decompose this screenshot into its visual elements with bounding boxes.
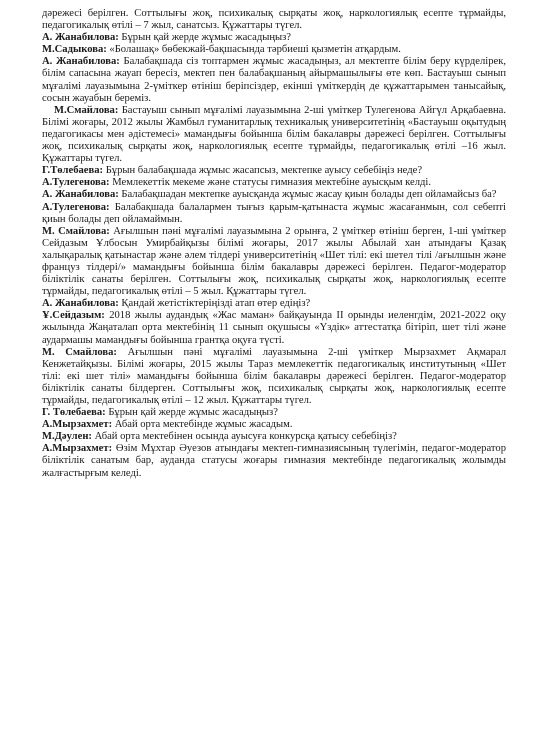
paragraph-13	[42, 347, 506, 407]
paragraph-14	[42, 407, 506, 419]
speaker-name: М. Смайлова:	[42, 225, 110, 237]
paragraph-1	[42, 8, 506, 32]
paragraph-text: Бұрын қай жерде жұмыс жасадыңыз?	[105, 407, 278, 419]
speaker-name: А. Жанабилова:	[42, 56, 120, 68]
paragraph-text: Мемлекеттік мекеме және статусы гимназия мектебіне ауысқым келді.	[109, 177, 432, 189]
paragraph-15	[42, 419, 506, 431]
paragraph-2	[42, 32, 506, 44]
paragraph-16	[42, 431, 506, 443]
paragraph-text: Абай орта мектебінде жұмыс жасадым.	[112, 419, 293, 431]
paragraph-text: Бұрын қай жерде жұмыс жасадыңыз?	[118, 32, 292, 44]
speaker-name: А.Тулегенова:	[42, 177, 110, 189]
paragraph-3	[42, 44, 506, 56]
paragraph-text: Қандай жетістіктеріңізді атап өтер едіңіз?	[118, 298, 311, 310]
paragraph-text: Балабақшада сіз топтармен жұмыс жасадыңыз, ал мектепте білім беру күрделірек, білім сапасына жауап бересіз, мектеп пен балабақшаның айырмашылығы өте көп. Бастауыш сынып мұғалімі лауазымына 2-үміткер өтініш беріпсіздер, екінші үміткердің де құжаттарымен танысайық, сосын жауабын береміз.	[42, 56, 506, 104]
paragraph-4	[42, 56, 506, 104]
paragraph-10	[42, 226, 506, 299]
speaker-name: А.Мырзахмет:	[42, 443, 113, 455]
speaker-name: А. Жанабилова:	[42, 32, 119, 44]
speaker-name: А. Жанабилова:	[42, 298, 119, 310]
speaker-name: Ұ.Сейдазым:	[42, 310, 105, 322]
speaker-name: М.Дәулен:	[42, 431, 92, 443]
speaker-name: А.Мырзахмет:	[42, 419, 113, 431]
speaker-name: М.Смайлова:	[54, 104, 119, 116]
paragraph-text: Ағылшын пәні мұғалімі лауазымына 2 орынға, 2 үміткер өтініш берген, 1-ші үміткер Сейдазым Ұлбосын Умирбайқызы білімі жоғары, 2017 жылы Абылай хан атындағы Қазақ халықаралық қатынастар және әлем тілдері университетінің «Шет тілі: екі шетел тілі /ағылшын және француз тілдері/» мамандығы бойынша білім бакалавры дәрежесі берілген. Педагог-модератор біліктілік санаты берілген. Соттылығы жоқ, психикалық сырқаты жоқ, наркологиялық есепте тұрмайды, педагогикалық өтілі – 5 жыл. Құжаттары түгел.	[42, 225, 507, 298]
paragraph-text: Балабақшадан мектепке ауысқанда жұмыс жасау қиын болады деп ойламайсыз ба?	[118, 189, 497, 201]
speaker-name: Г. Төлебаева:	[42, 407, 106, 419]
paragraph-7	[42, 177, 506, 189]
paragraph-8	[42, 189, 506, 201]
speaker-name: А.Тулегенова:	[42, 201, 110, 213]
paragraph-text: 2018 жылы аудандық «Жас маман» байқауында II орынды иеленгдім, 2021-2022 оқу жылында Жаңаталап орта мектебінің 11 сынып оқушысы «Үздік» аттестатқа бітіріп, шет тілі және аудармашы мамандығы бойынша грантқа оқуға түсті.	[42, 310, 506, 346]
paragraph-text: Балабақшада балалармен тығыз қарым-қатынаста жұмыс жасағанмын, сол себепті қиын болады деп ойламаймын.	[42, 201, 506, 225]
paragraph-5	[42, 105, 506, 165]
paragraph-text: Бастауыш сынып мұғалімі лауазымына 2-ші үміткер Тулегенова Айгүл Арқабаевна. Білімі жоғары, 2012 жылы Жамбыл гуманитарлық техникалық университетінің «Бастауыш оқытудың педагогикасы мен әдістемесі» мамандығы бойынша білім бакалавры дәрежесі берілген. Соттылығы жоқ, психикалық сырқаты жоқ, наркологиялық есепте тұрмайды, педагогикалық өтілі –16 жыл. Құжаттары түгел.	[42, 104, 506, 165]
paragraph-text: дәрежесі берілген. Соттылығы жоқ, психикалық сырқаты жоқ, наркологиялық есепте тұрмайды, педагогикалық өтілі – 7 жыл, санатсыз. Құжаттары түгел.	[42, 8, 506, 32]
paragraph-text: Ағылшын пәні мұғалімі лауазымына 2-ші үміткер Мырзахмет Ақмарал Кенжетайқызы. Білімі жоғары, 2015 жылы Тараз мемлекеттік педагогикалық институтының «Шет тілі: екі шет тілі» мамандығы бойынша білім бакалавры дәрежесі берілген. Педагог-модератор біліктілік санаты білдерген. Соттылығы жоқ, психикалық сырқаты жоқ, наркологиялық есепте тұрмайды, педагогикалық өтілі – 12 жыл. Құжаттары түгел.	[42, 346, 506, 406]
speaker-name: А. Жанабилова:	[42, 189, 119, 201]
paragraph-11	[42, 298, 506, 310]
paragraph-12	[42, 310, 506, 346]
speaker-name: Г.Төлебаева:	[42, 165, 104, 177]
paragraph-6	[42, 165, 506, 177]
paragraph-text: «Болашақ» бөбекжай-бақшасында тәрбиеші қызметін атқардым.	[106, 44, 401, 56]
speaker-name: М.Садыкова:	[42, 44, 107, 56]
paragraph-text: Бұрын балабақшада жұмыс жасапсыз, мектепке ауысу себебіңіз неде?	[103, 165, 423, 177]
paragraph-17	[42, 443, 506, 479]
paragraph-text: Өзім Мұхтар Әуезов атындағы мектеп-гимназиясының түлегімін, педагог-модератор біліктілік санатым бар, ауданда статусы жоғары гимназия мектебінде педагогикалық жолымды жалғастырғым келеді.	[42, 443, 506, 479]
paragraph-text: Абай орта мектебінен осында ауысуға конкурсқа қатысу себебіңіз?	[91, 431, 397, 443]
speaker-name: М. Смайлова:	[42, 346, 117, 358]
paragraph-9	[42, 202, 506, 226]
